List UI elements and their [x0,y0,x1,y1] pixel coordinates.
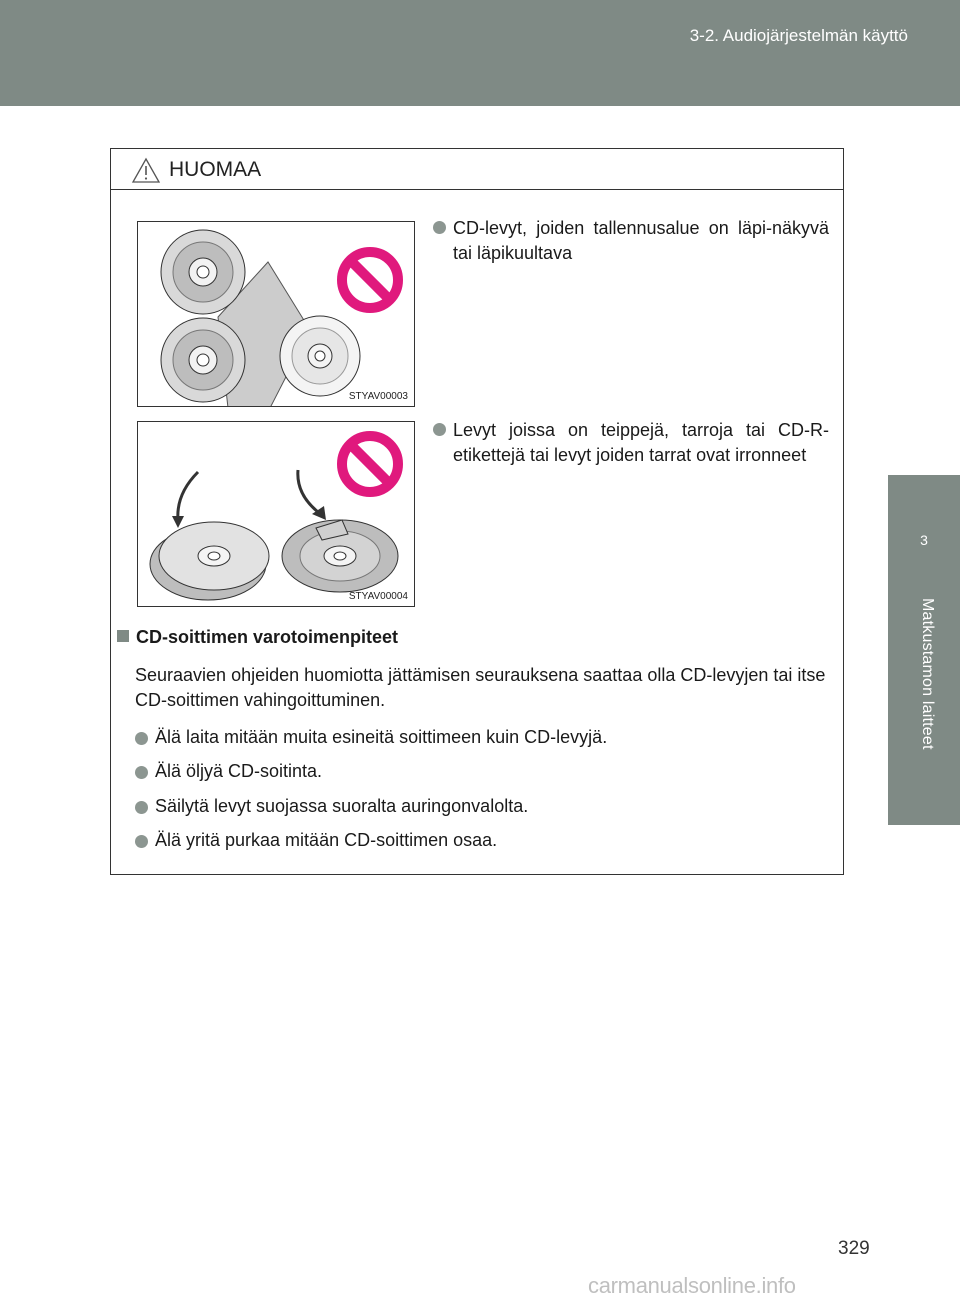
discs-with-labels-illustration [138,422,415,607]
disc-icon [161,230,245,314]
chapter-tab-label: Matkustamon laitteet [919,598,936,750]
prohibited-icon [342,252,398,308]
figure-transparent-discs [137,221,415,407]
notice-bullet: Levyt joissa on teippejä, tarroja tai CD-R-etikettejä tai levyt joiden tarrat ovat irronneet [433,418,829,468]
section-title: 3-2. Audiojärjestelmän käyttö [689,26,908,45]
bullet-icon [135,835,148,848]
figure-code: STYAV00003 [348,391,408,402]
bullet-icon [135,801,148,814]
watermark: carmanualsonline.info [588,1273,796,1298]
list-item: Älä öljyä CD-soitinta. [135,761,835,782]
disc-icon [161,318,245,402]
page-number: 329 [838,1238,870,1259]
figure-labeled-discs [137,421,415,607]
list-item: Älä yritä purkaa mitään CD-soittimen osaa. [135,830,835,851]
notice-bullet: CD-levyt, joiden tallennusalue on läpi-näkyvä tai läpikuultava [433,216,829,266]
figure-code: STYAV00004 [348,591,408,602]
chapter-tab-number: 3 [888,475,960,585]
subsection-paragraph: Seuraavien ohjeiden huomiotta jättämisen seurauksena saattaa olla CD-levyjen tai itse CD-soittimen vahingoittuminen. [135,665,826,710]
discs-illustration [138,222,415,407]
warning-triangle-icon [131,157,161,184]
list-item: Älä laita mitään muita esineitä soittimeen kuin CD-levyjä. [135,727,835,748]
list-item: Säilytä levyt suojassa suoralta auringonvalolta. [135,796,835,817]
notice-header [111,149,843,190]
notice-box [110,148,844,875]
notice-title: HUOMAA [169,158,262,181]
bullet-icon [135,732,148,745]
header-band [0,0,960,106]
disc-icon [280,316,360,396]
bullet-icon [135,766,148,779]
bullet-icon [433,423,446,436]
disc-icon [150,522,269,600]
bullet-icon [433,221,446,234]
disc-icon [282,520,398,592]
square-bullet-icon [117,630,129,642]
subsection-heading: CD-soittimen varotoimenpiteet [117,627,398,648]
prohibited-icon [342,436,398,492]
